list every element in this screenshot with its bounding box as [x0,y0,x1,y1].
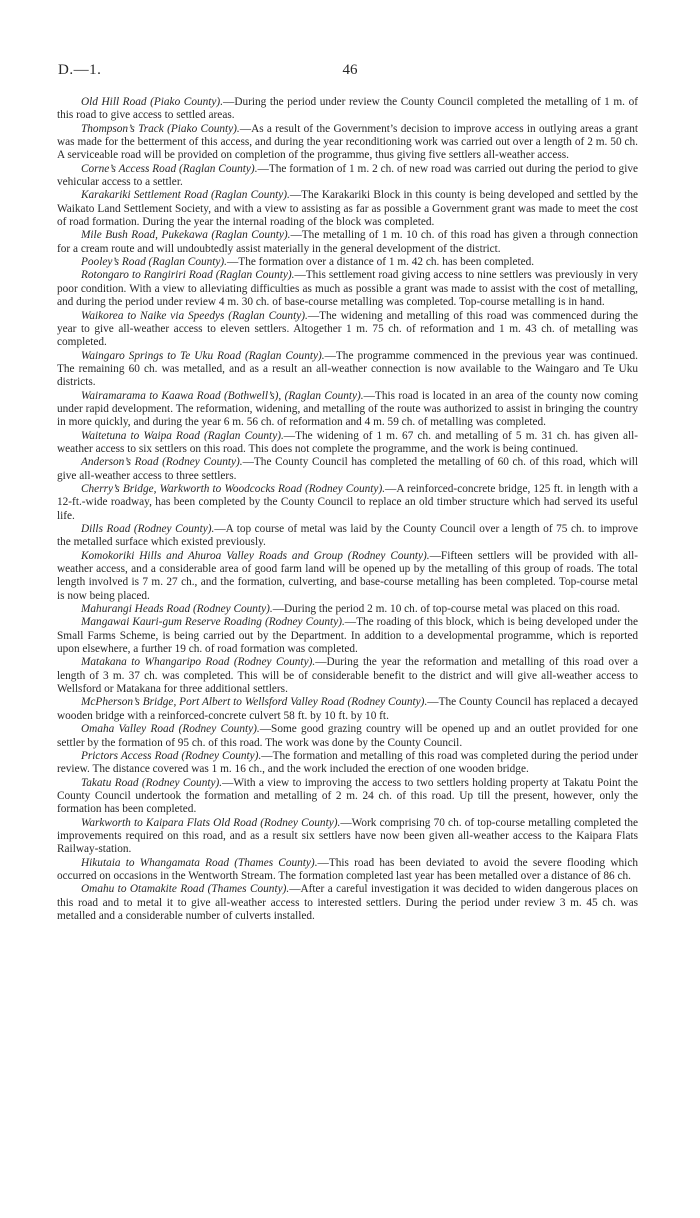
road-text: —The County Council has completed the metalling of 60 ch. of this road, which will give all-weather access to three settlers. [57,456,638,482]
road-paragraph [57,656,638,696]
road-paragraph [57,723,638,750]
road-text: —A reinforced-concrete bridge, 125 ft. in length with a 12-ft.-wide roadway, has been completed by the County Council to replace an old timber structure which had served its useful life. [57,482,638,522]
road-text: —Work comprising 70 ch. of top-course metalling completed the improvements required on this road, and as a result six settlers have now been given all-weather access to the Kaipara Flats Railway-station. [57,816,639,856]
road-paragraph [57,256,638,269]
page-number: 46 [342,62,358,78]
road-paragraph [57,430,638,457]
road-paragraph [57,456,638,483]
road-text: —Some good grazing country will be opened up and an outlet provided for one settler by the formation of 95 ch. of this road. The work was done by the County Council. [57,723,638,749]
road-title: Waitetuna to Waipa Road (Raglan County). [81,429,284,442]
road-title: Prictors Access Road (Rodney County). [81,749,262,762]
road-title: Omahu to Otamakite Road (Thames County). [81,883,290,896]
road-text: —A top course of metal was laid by the County Council over a length of 75 ch. to improve the metalled surface which existed previously. [57,523,638,549]
road-text: —This road is located in an area of the county now coming under rapid development. The reformation, widening, and metalling of the route was authorized to assist in bringing the country in more quickly, and during the year 6 m. 56 ch. of reformation and 4 m. 59 ch. of metalling was completed. [57,389,638,429]
road-title: Wairamarama to Kaawa Road (Bothwell’s), (Raglan County). [81,389,364,402]
road-paragraph [57,750,638,777]
document-reference: D.—1. [58,62,102,78]
road-title: Mangawai Kauri-gum Reserve Roading (Rodney County). [81,616,345,629]
road-title: Dills Road (Rodney County). [81,523,215,535]
road-paragraph [57,616,638,656]
road-text: —The widening and metalling of this road was commenced during the year to give all-weather access to eleven settlers. Altogether 1 m. 75 ch. of reformation and 1 m. 43 ch. of metalling was completed. [57,309,638,349]
road-title: Cherry’s Bridge, Warkworth to Woodcocks Road (Rodney County). [81,482,386,495]
road-title: Corne’s Access Road (Raglan County). [81,162,258,175]
road-text: —The formation and metalling of this road was completed during the period under review. The distance covered was 1 m. 16 ch., and the work included the erection of one wooden bridge. [57,749,638,776]
road-paragraph [57,350,638,390]
road-text: —The roading of this block, which is being developed under the Small Farms Scheme, is being carried out by the Department. In addition to a developmental programme, which is reported upon elsewhere, a further 19 ch. of road formation was completed. [57,616,638,656]
road-title: Mile Bush Road, Pukekawa (Raglan County). [81,229,291,242]
road-paragraph [57,390,638,430]
road-title: Rotongaro to Rangiriri Road (Raglan County). [81,269,295,282]
road-text: —With a view to improving the access to two settlers holding property at Takatu Point the County Council undertook the formation and metalling of 2 m. 24 ch. of this road. Up till the present, however, only the formation has been completed. [57,776,638,816]
road-title: Karakariki Settlement Road (Raglan County). [81,189,290,202]
road-title: Warkworth to Kaipara Flats Old Road (Rodney County). [81,816,341,829]
road-text: —The County Council has replaced a decayed wooden bridge with a reinforced-concrete culvert 58 ft. by 10 ft. by 10 ft. [57,696,638,722]
road-title: McPherson’s Bridge, Port Albert to Wellsford Valley Road (Rodney County). [81,696,428,709]
road-title: Anderson’s Road (Rodney County). [81,456,243,469]
road-text: —During the period under review the County Council completed the metalling of 1 m. of this road to give access to settled areas. [57,96,638,122]
road-text: —The Karakariki Block in this county is being developed and settled by the Waikato Land Settlement Society, and with a view to assisting as far as possible a Government grant was made to meet the cost of road formation. During the year the internal roading of the block was completed. [57,189,639,229]
road-title: Mahurangi Heads Road (Rodney County). [81,603,273,616]
road-text: —This road has been deviated to avoid the severe flooding which occurred on occasions in the Wentworth Stream. The formation completed last year has been metalled over a distance of 86 ch. [57,856,638,882]
road-text: —After a careful investigation it was decided to widen dangerous places on this road and to metal it to give all-weather access to interested settlers. During the period under review 3 m. 45 ch. was metalled and a considerable number of culverts installed. [57,883,638,922]
road-paragraph [57,189,638,229]
road-title: Omaha Valley Road (Rodney County). [81,723,260,736]
road-paragraph [57,523,638,550]
road-paragraph [57,550,638,603]
road-paragraph [57,269,638,309]
road-paragraph [57,777,638,817]
road-paragraph [57,603,638,616]
road-paragraph [57,229,638,256]
road-paragraph [57,883,638,923]
road-paragraph [57,163,638,190]
road-text: —The widening of 1 m. 67 ch. and metalling of 5 m. 31 ch. has given all-weather access to six settlers on this road. This does not complete the programme, and the work is being continued. [57,429,638,455]
road-title: Matakana to Whangaripo Road (Rodney County). [81,656,316,669]
road-title: Waingaro Springs to Te Uku Road (Raglan County). [81,349,325,362]
road-paragraph [57,96,638,123]
road-paragraph [57,696,638,723]
road-title: Waikorea to Naike via Speedys (Raglan County). [81,309,308,322]
road-paragraph [57,857,638,884]
road-paragraph [57,310,638,350]
road-text: —During the period 2 m. 10 ch. of top-course metal was placed on this road. [272,603,620,616]
road-text: —Fifteen settlers will be provided with all-weather access, and a considerable area of good farm land will be opened up by the metalling of this group of roads. The total length involved is 7 m. 27 ch., and the formation, culverting, and base-course metalling has been completed. Top-course metal is now being placed. [57,549,638,602]
road-title: Takatu Road (Rodney County). [81,776,223,789]
road-text: —The formation over a distance of 1 m. 42 ch. has been completed. [227,256,535,269]
road-paragraph [57,483,638,523]
road-title: Komokoriki Hills and Ahuroa Valley Roads and Group (Rodney County). [81,549,430,562]
road-text: —The metalling of 1 m. 10 ch. of this road has given a through connection for a cream route and will undoubtedly assist materially in the general development of the district. [57,229,639,255]
road-text: —The formation of 1 m. 2 ch. of new road was carried out during the period to give vehicular access to a settler. [57,162,638,189]
road-text: —This settlement road giving access to nine settlers was previously in very poor condition. With a view to alleviating difficulties as much as possible a grant was made to assist with the cost of metalling, and during the period under review 4 m. 30 ch. of base-course metalling was completed. Top-course metalling is in hand. [57,269,638,309]
report-body [57,96,638,923]
road-title: Pooley’s Road (Raglan County). [81,256,227,269]
road-title: Old Hill Road (Piako County). [81,96,224,108]
road-title: Hikutaia to Whangamata Road (Thames County). [81,856,318,869]
road-paragraph [57,817,638,857]
road-title: Thompson’s Track (Piako County). [81,122,240,135]
road-text: —During the year the reformation and metalling of this road over a length of 3 m. 37 ch. was completed. This will be of considerable benefit to the district and will give all-weather access to Wellsford or Matakana for three additional settlers. [57,656,638,696]
road-paragraph [57,123,638,163]
road-text: —As a result of the Government’s decision to improve access in outlying areas a grant was made for the betterment of this access, and during the year reconditioning work was carried out over a length of 2 m. 50 ch. A serviceable road will be provided on completion of the programme, thus giving five settlers all-weather access. [57,122,638,162]
road-text: —The programme commenced in the previous year was continued. The remaining 60 ch. was metalled, and as a result an all-weather connection is now available to the Waingaro and Te Uku districts. [57,349,638,389]
